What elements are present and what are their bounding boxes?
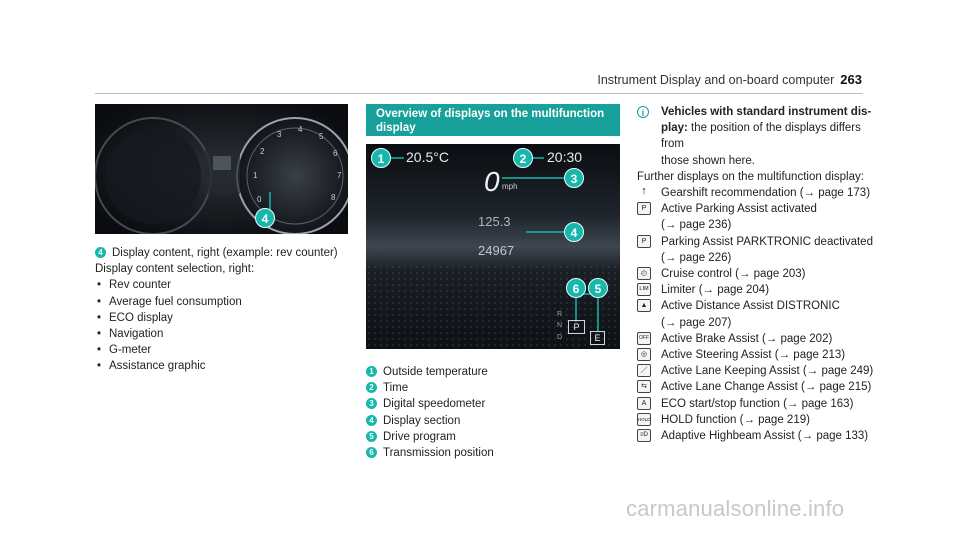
display-row-eco <box>637 396 887 412</box>
row-text: Active Lane Keeping Assist (→ page 249) <box>661 365 874 378</box>
running-header <box>597 72 862 87</box>
multifunction-display-photo <box>366 144 620 349</box>
figure-legend <box>366 364 494 461</box>
distronic-icon: ▲ <box>637 299 651 312</box>
legend-item <box>366 413 494 429</box>
steering-assist-icon: ◎ <box>637 348 651 361</box>
lane-change-icon: ⇆ <box>637 380 651 393</box>
gear-p-box: P <box>568 320 585 334</box>
speed-unit: mph <box>502 182 518 191</box>
legend-label: Drive program <box>383 430 456 443</box>
callout-5: 5 <box>588 278 608 298</box>
heading-line-2: display <box>376 122 416 134</box>
header-title: Instrument Display and on-board computer <box>597 73 835 87</box>
row-text: Adaptive Highbeam Assist (→ page 133) <box>661 430 869 443</box>
brake-assist-off-icon: OFF <box>637 332 651 345</box>
speed-readout: 0 <box>484 166 500 197</box>
legend-label: Digital speedometer <box>383 398 486 411</box>
display-row-brake-assist <box>637 331 887 347</box>
section-heading <box>366 104 620 136</box>
row-text: Cruise control (→ page 203) <box>661 268 806 281</box>
callout-4: 4 <box>564 222 584 242</box>
display-row-lane-change <box>637 379 887 395</box>
further-intro: Further displays on the multifunction display: <box>637 170 864 183</box>
row-text-2: (→ page 236) <box>661 219 732 232</box>
parktronic-off-icon: P <box>637 235 651 248</box>
heading-line-1: Overview of displays on the multifunction <box>376 108 605 120</box>
list-item: • ECO display <box>95 310 355 326</box>
lane-keeping-icon: ／ <box>637 364 651 377</box>
row-text: Active Brake Assist (→ page 202) <box>661 332 833 345</box>
row-text: Gearshift recommendation (→ page 173) <box>661 187 871 200</box>
legend-badge: 4 <box>366 415 377 426</box>
gear-n: N <box>557 322 563 329</box>
odometer-upper: 125.3 <box>478 214 511 229</box>
display-row-lane-keeping <box>637 363 887 379</box>
display-row-distronic <box>637 298 887 330</box>
svg-text:6: 6 <box>333 149 338 158</box>
list-item: • Assistance graphic <box>95 358 355 374</box>
display-row-hold <box>637 412 887 428</box>
note-body-2: those shown here. <box>661 154 755 167</box>
highbeam-assist-icon: ≡D <box>637 429 651 442</box>
svg-text:8: 8 <box>331 193 336 202</box>
legend-item <box>366 429 494 445</box>
svg-text:7: 7 <box>337 171 342 180</box>
svg-text:4: 4 <box>298 125 303 134</box>
legend-badge: 6 <box>366 447 377 458</box>
row-text: Parking Assist PARKTRONIC deactivated <box>661 235 873 248</box>
svg-text:0: 0 <box>257 195 262 204</box>
figure-caption <box>95 245 355 261</box>
svg-text:2: 2 <box>260 147 265 156</box>
gearshift-icon: ↑ <box>641 185 647 198</box>
selection-list <box>95 277 355 374</box>
note-title: Vehicles with standard instrument dis- <box>661 106 872 118</box>
display-row-parking-assist <box>637 201 887 233</box>
cluster-illustration <box>95 104 348 234</box>
gear-r: R <box>557 311 563 318</box>
watermark: carmanualsonline.info <box>626 496 845 521</box>
legend-item <box>366 396 494 412</box>
list-item: • Average fuel consumption <box>95 294 355 310</box>
right-column <box>637 104 887 444</box>
caption-badge: 4 <box>95 247 106 258</box>
display-row-steering-assist <box>637 347 887 363</box>
outside-temp-readout: 20.5°C <box>406 149 449 165</box>
header-rule <box>95 93 863 94</box>
legend-badge: 5 <box>366 431 377 442</box>
cruise-control-icon: ◴ <box>637 267 651 280</box>
row-text: HOLD function (→ page 219) <box>661 413 810 426</box>
row-text: Active Lane Change Assist (→ page 215) <box>661 381 872 394</box>
legend-item <box>366 445 494 461</box>
page-number: 263 <box>840 72 862 87</box>
svg-text:3: 3 <box>277 130 282 139</box>
list-item: • Rev counter <box>95 277 355 293</box>
note-title-2: play: <box>661 122 688 135</box>
legend-label: Transmission position <box>383 446 494 459</box>
parking-assist-icon: P <box>637 202 651 215</box>
row-text: Limiter (→ page 204) <box>661 284 770 297</box>
row-text: Active Parking Assist activated <box>661 203 817 216</box>
gear-d: D <box>557 334 563 341</box>
display-row-highbeam <box>637 428 887 444</box>
legend-badge: 2 <box>366 382 377 393</box>
hold-icon: HOLD <box>637 413 651 426</box>
display-row-gearshift <box>637 185 887 201</box>
time-readout: 20:30 <box>547 149 583 165</box>
limiter-icon: LIM <box>637 283 651 296</box>
legend-item <box>366 364 494 380</box>
info-note <box>637 104 887 169</box>
row-text: Active Distance Assist DISTRONIC <box>661 300 840 313</box>
drive-program-box: E <box>590 331 605 345</box>
row-text: ECO start/stop function (→ page 163) <box>661 397 854 410</box>
legend-badge: 1 <box>366 366 377 377</box>
svg-text:5: 5 <box>319 132 324 141</box>
svg-text:1: 1 <box>253 171 258 180</box>
caption-text: Display content, right (example: rev counter) <box>112 247 338 259</box>
row-text-2: (→ page 226) <box>661 251 732 264</box>
list-item: • G-meter <box>95 342 355 358</box>
list-item: • Navigation <box>95 326 355 342</box>
left-caption-block <box>95 245 355 375</box>
instrument-cluster-photo <box>95 104 348 234</box>
row-text: Active Steering Assist (→ page 213) <box>661 349 846 362</box>
row-text-2: (→ page 207) <box>661 316 732 329</box>
legend-badge: 3 <box>366 398 377 409</box>
odometer-lower: 24967 <box>478 243 515 258</box>
display-row-parktronic <box>637 234 887 266</box>
display-row-limiter <box>637 282 887 298</box>
callout-3: 3 <box>564 168 584 188</box>
callout-4-left: 4 <box>255 208 275 228</box>
selection-intro: Display content selection, right: <box>95 263 255 276</box>
display-row-cruise <box>637 266 887 282</box>
note-body-1: the position of the displays differs from <box>661 122 861 151</box>
callout-6: 6 <box>566 278 586 298</box>
legend-label: Display section <box>383 414 461 427</box>
callout-1: 1 <box>371 148 391 168</box>
callout-2: 2 <box>513 148 533 168</box>
legend-item <box>366 380 494 396</box>
legend-label: Outside temperature <box>383 366 488 378</box>
info-icon: i <box>637 106 649 118</box>
legend-label: Time <box>383 382 409 395</box>
eco-start-stop-icon: A <box>637 397 651 410</box>
